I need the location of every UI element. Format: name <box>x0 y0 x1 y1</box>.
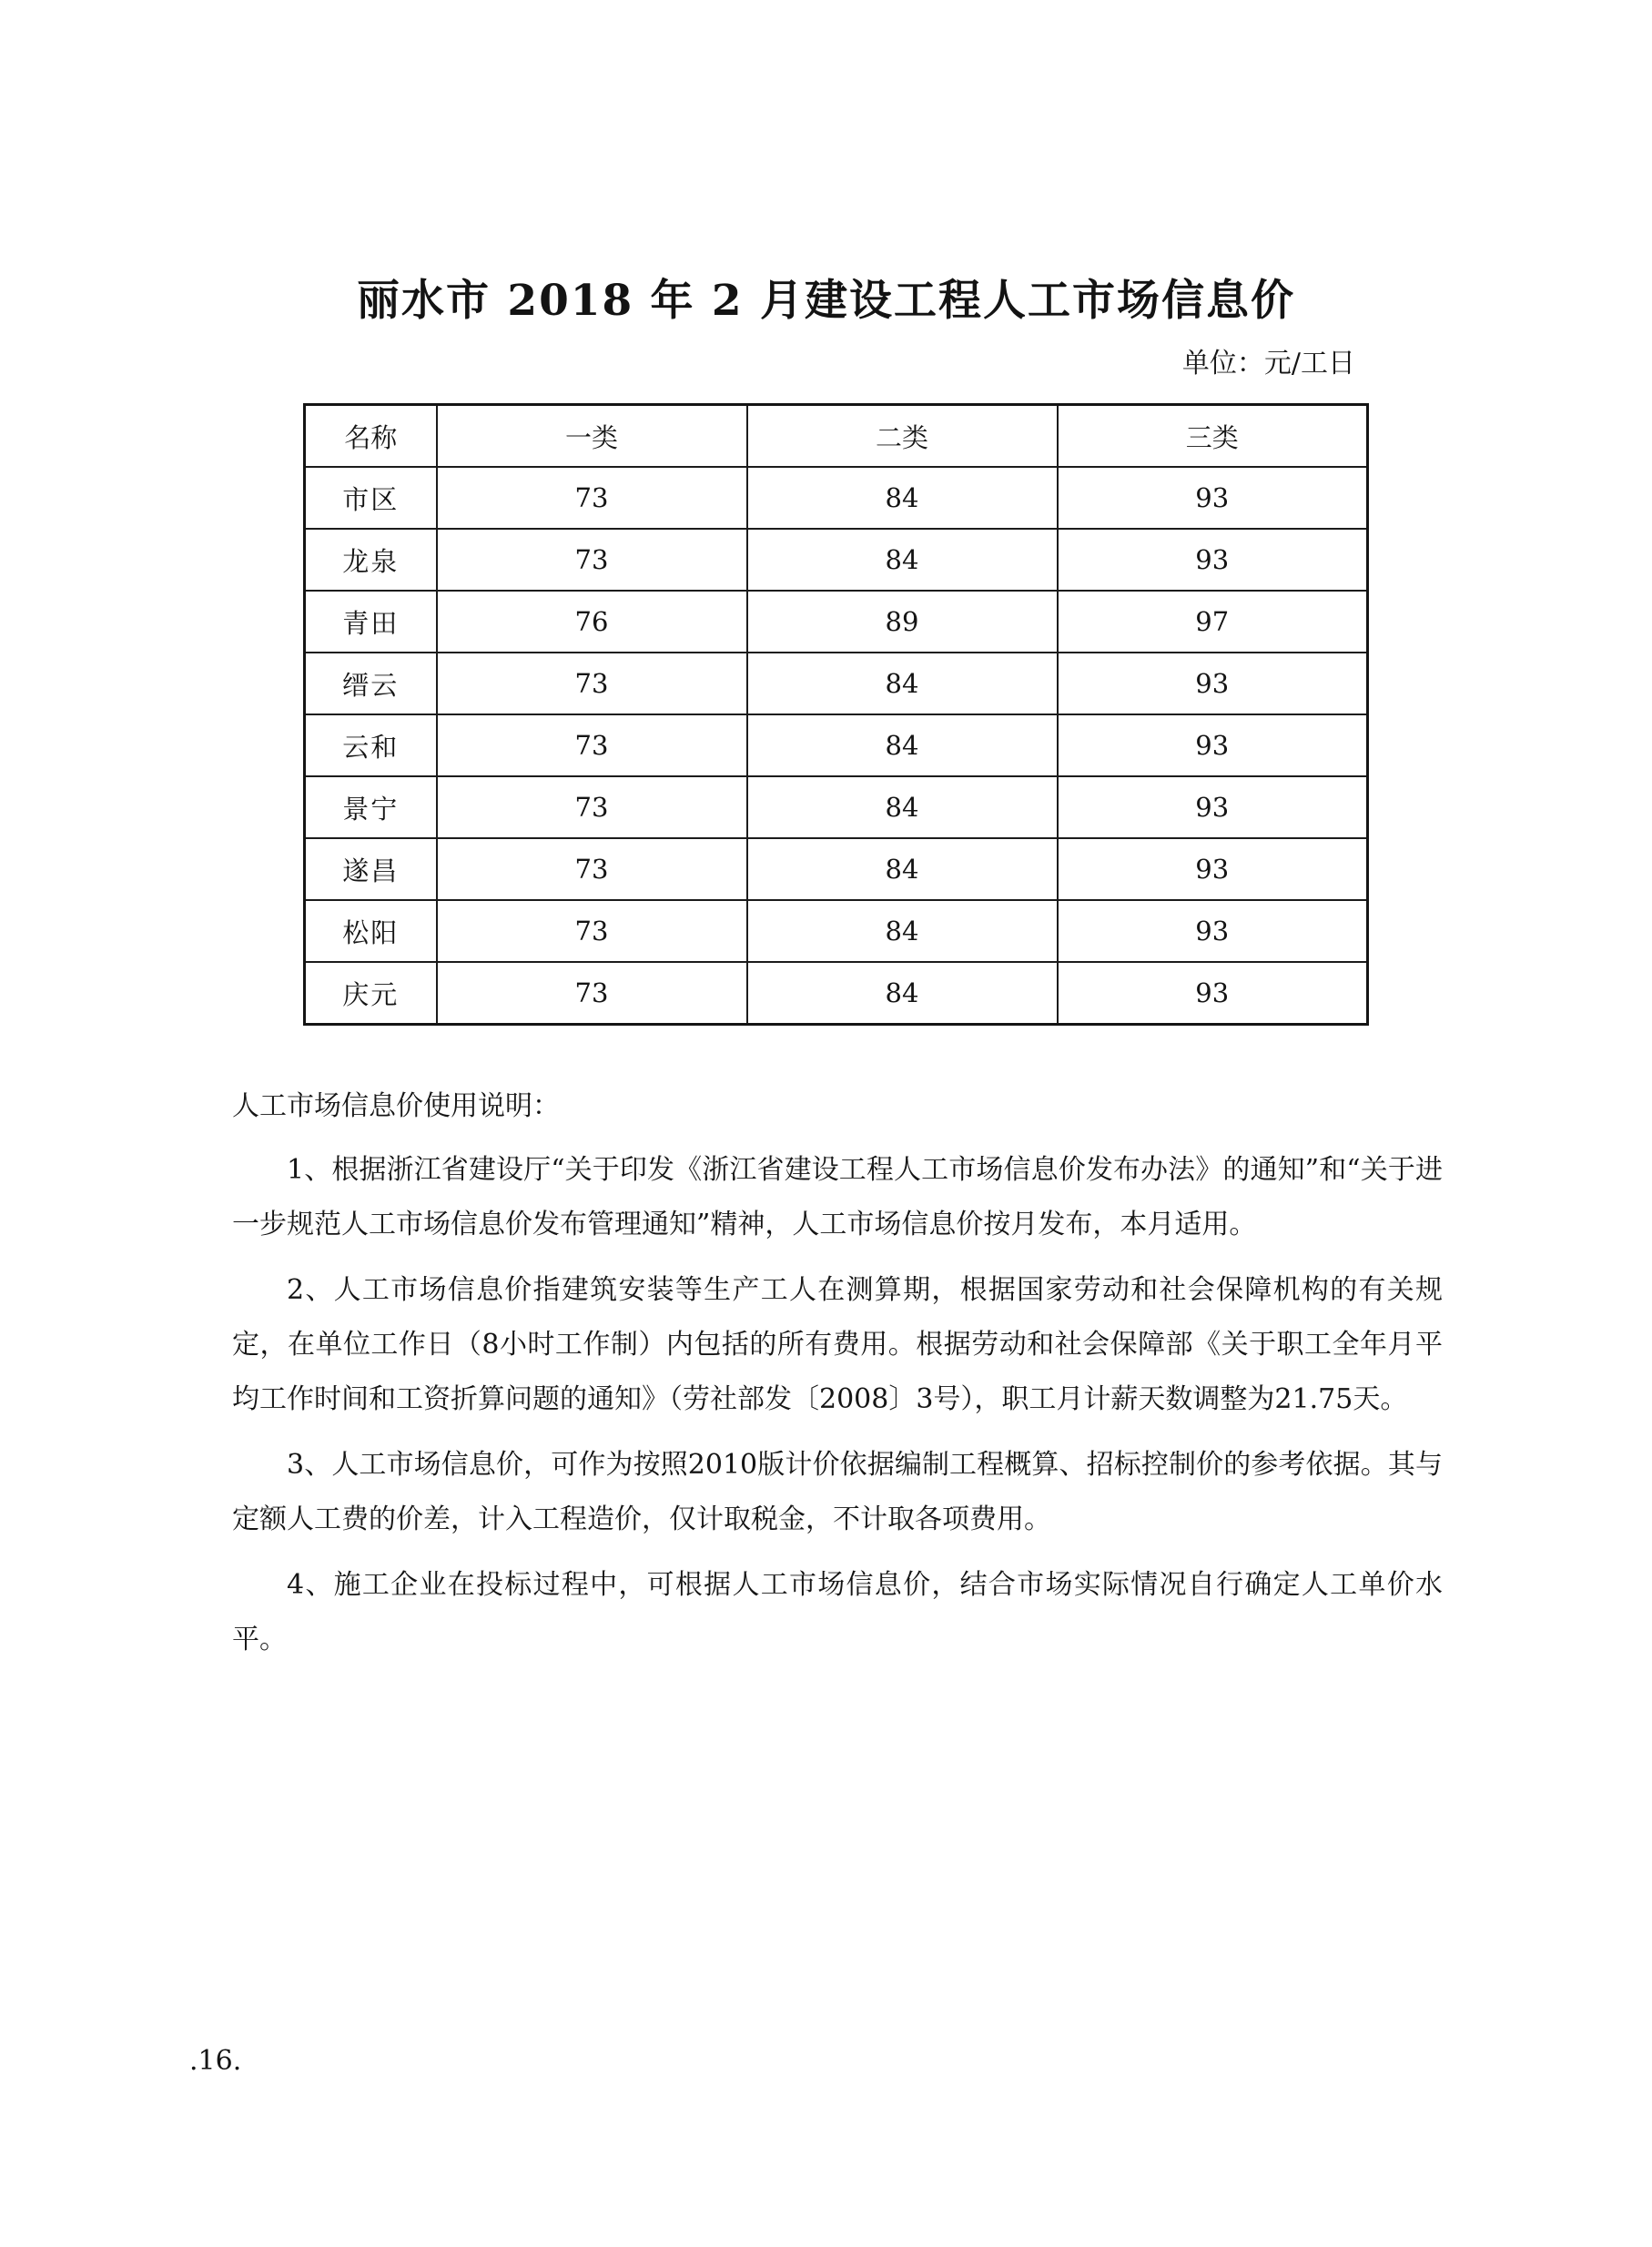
table-row <box>305 529 1368 591</box>
table-header <box>305 405 1368 468</box>
cell-region-name: 遂昌 <box>305 838 437 900</box>
cell-tier1: 73 <box>437 529 747 591</box>
column-header-tier3: 三类 <box>1058 405 1368 468</box>
note-item-2: 2、人工市场信息价指建筑安装等生产工人在测算期，根据国家劳动和社会保障机构的有关规定，在单位工作日（8小时工作制）内包括的所有费用。根据劳动和社会保障部《关于职工全年月平均工作时间和工资折算问题的通知》（劳社部发〔2008〕3号），职工月计薪天数调整为21.75天。 <box>232 1274 1443 1415</box>
cell-region-name: 松阳 <box>305 900 437 962</box>
page-title: 丽水市 2018 年 2 月建设工程人工市场信息价 <box>357 276 1295 327</box>
cell-region-name: 景宁 <box>305 776 437 838</box>
price-table-container <box>303 403 1366 1026</box>
cell-tier2: 84 <box>747 653 1058 714</box>
cell-tier3: 93 <box>1058 838 1368 900</box>
cell-region-name: 青田 <box>305 591 437 653</box>
cell-tier3: 93 <box>1058 776 1368 838</box>
cell-tier2: 89 <box>747 591 1058 653</box>
table-row <box>305 838 1368 900</box>
cell-region-name: 龙泉 <box>305 529 437 591</box>
cell-tier1: 76 <box>437 591 747 653</box>
cell-tier1: 73 <box>437 653 747 714</box>
cell-tier1: 73 <box>437 900 747 962</box>
cell-tier1: 73 <box>437 467 747 529</box>
column-header-tier2: 二类 <box>747 405 1058 468</box>
table-row <box>305 900 1368 962</box>
cell-tier2: 84 <box>747 900 1058 962</box>
cell-tier2: 84 <box>747 467 1058 529</box>
table-row <box>305 591 1368 653</box>
cell-tier1: 73 <box>437 962 747 1025</box>
unit-label: 单位：元/工日 <box>1181 348 1355 380</box>
cell-tier3: 93 <box>1058 962 1368 1025</box>
cell-region-name: 缙云 <box>305 653 437 714</box>
page-number: .16. <box>189 2045 242 2077</box>
note-item-1: 1、根据浙江省建设厅“关于印发《浙江省建设工程人工市场信息价发布办法》的通知”和“关于进一步规范人工市场信息价发布管理通知”精神，人工市场信息价按月发布，本月适用。 <box>232 1154 1443 1240</box>
cell-tier2: 84 <box>747 714 1058 776</box>
column-header-tier1: 一类 <box>437 405 747 468</box>
cell-tier3: 93 <box>1058 714 1368 776</box>
table-body <box>305 467 1368 1025</box>
cell-tier3: 93 <box>1058 900 1368 962</box>
cell-tier2: 84 <box>747 776 1058 838</box>
column-header-name: 名称 <box>305 405 437 468</box>
table-row <box>305 776 1368 838</box>
table-row <box>305 962 1368 1025</box>
table-row <box>305 714 1368 776</box>
cell-tier3: 93 <box>1058 529 1368 591</box>
cell-tier1: 73 <box>437 714 747 776</box>
usage-notes <box>232 1079 1443 1667</box>
cell-tier1: 73 <box>437 776 747 838</box>
notes-heading: 人工市场信息价使用说明： <box>232 1090 560 1122</box>
cell-tier3: 97 <box>1058 591 1368 653</box>
note-item-3: 3、人工市场信息价，可作为按照2010版计价依据编制工程概算、招标控制价的参考依据。其与定额人工费的价差，计入工程造价，仅计取税金，不计取各项费用。 <box>232 1449 1443 1535</box>
cell-tier3: 93 <box>1058 467 1368 529</box>
cell-tier2: 84 <box>747 962 1058 1025</box>
labor-price-table <box>303 403 1369 1026</box>
table-row <box>305 653 1368 714</box>
cell-region-name: 庆元 <box>305 962 437 1025</box>
table-header-row <box>305 405 1368 468</box>
note-item-4: 4、施工企业在投标过程中，可根据人工市场信息价，结合市场实际情况自行确定人工单价水平。 <box>232 1569 1443 1655</box>
table-row <box>305 467 1368 529</box>
cell-region-name: 云和 <box>305 714 437 776</box>
cell-tier3: 93 <box>1058 653 1368 714</box>
cell-tier2: 84 <box>747 838 1058 900</box>
cell-tier1: 73 <box>437 838 747 900</box>
cell-region-name: 市区 <box>305 467 437 529</box>
cell-tier2: 84 <box>747 529 1058 591</box>
